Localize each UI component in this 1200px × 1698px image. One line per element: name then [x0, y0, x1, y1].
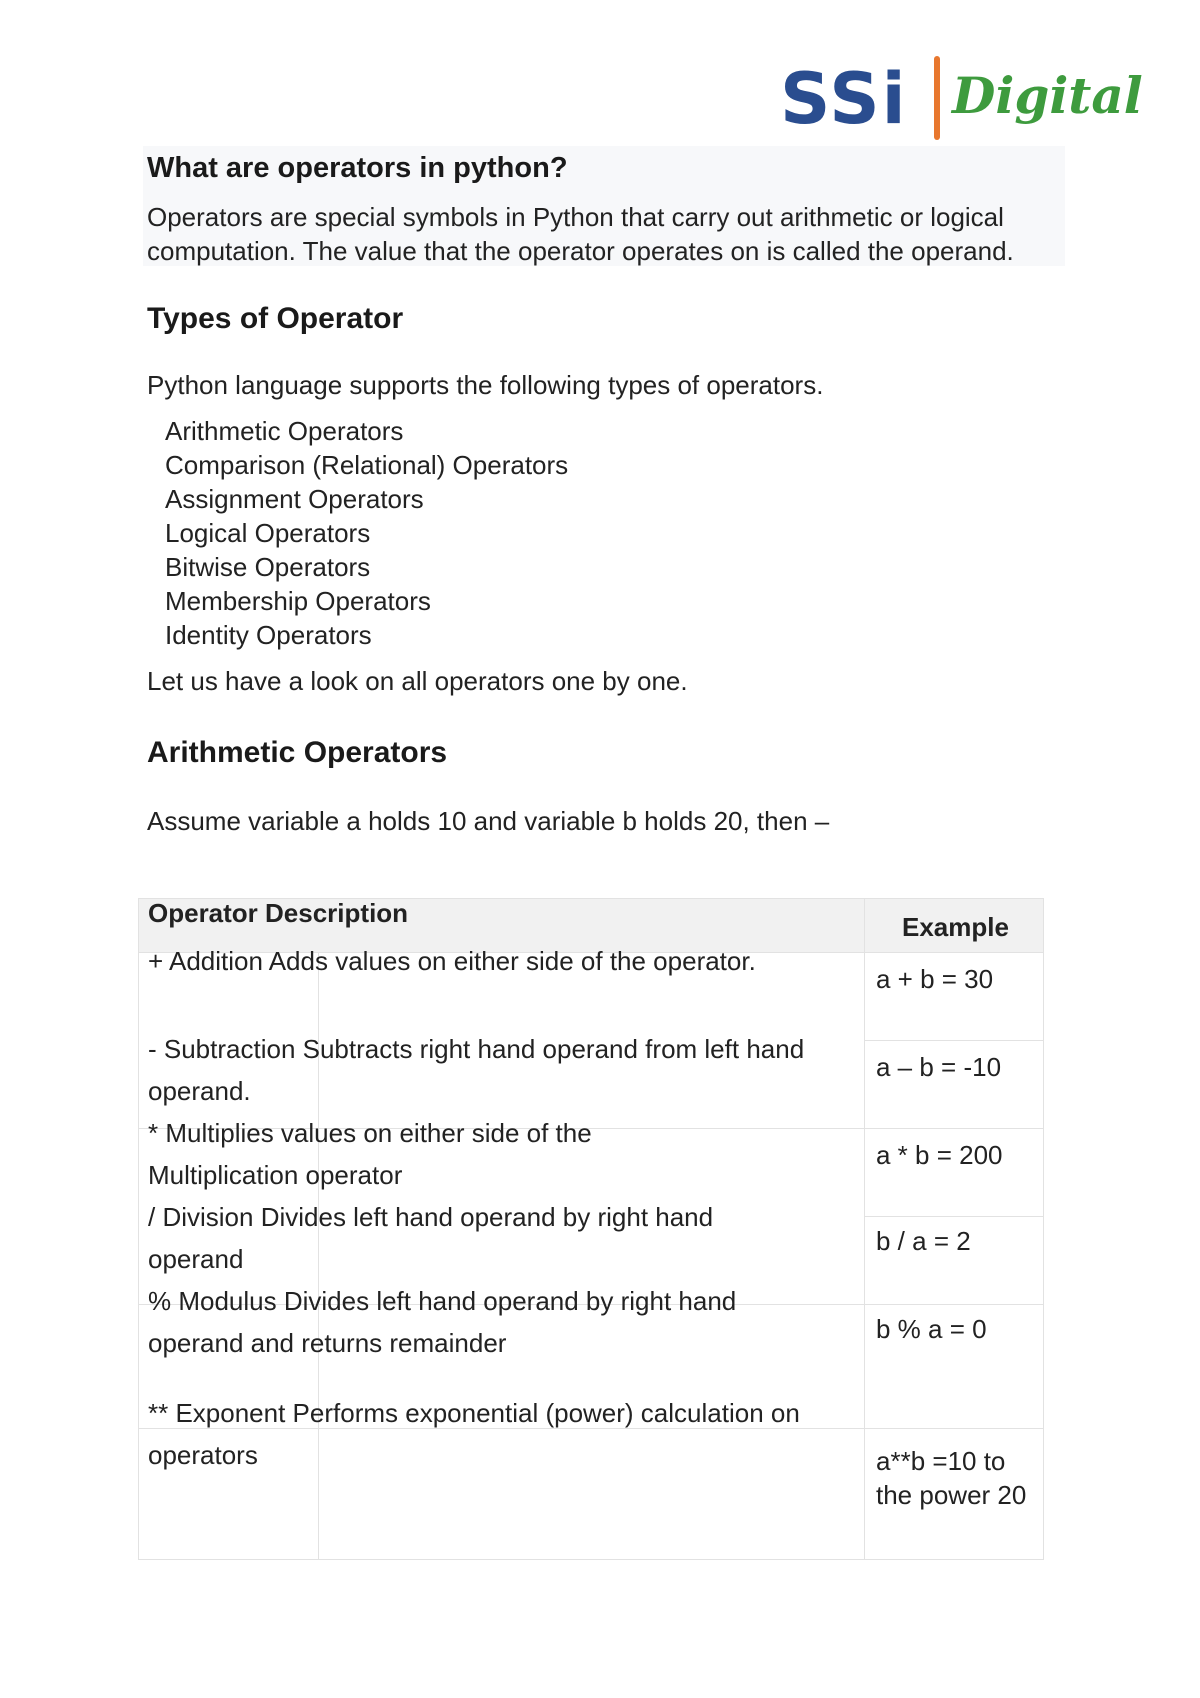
list-item: Logical Operators: [165, 518, 371, 548]
types-closing: Let us have a look on all operators one by one.: [147, 666, 688, 696]
arithmetic-heading: Arithmetic Operators: [147, 736, 448, 769]
table-row-addition-description: + Addition Adds values on either side of the operator.: [148, 946, 756, 976]
list-item: Assignment Operators: [165, 484, 424, 514]
logo-script: Digital: [952, 66, 1143, 125]
ssi-digital-logo: [780, 52, 1143, 142]
table-row-division-description: / Division Divides left hand operand by right hand operand: [148, 1202, 714, 1274]
table-row-subtraction-description: - Subtraction Subtracts right hand operand from left hand operand.: [148, 1034, 805, 1106]
table-row-division-example: b / a = 2: [876, 1226, 971, 1256]
operator-types-list: [165, 414, 568, 652]
header-example: Example: [902, 912, 1009, 942]
table-row-addition-example: a + b = 30: [876, 964, 994, 994]
table-row-modulus-example: b % a = 0: [876, 1314, 987, 1344]
logo-divider: [934, 56, 940, 140]
arithmetic-assumption: Assume variable a holds 10 and variable b holds 20, then –: [147, 806, 830, 836]
logo-mark: SSi: [780, 58, 908, 140]
table-row-modulus-description: % Modulus Divides left hand operand by right hand operand and returns remainder: [148, 1286, 737, 1358]
arithmetic-operators-table: [138, 898, 1044, 1560]
types-lead: Python language supports the following types of operators.: [147, 370, 824, 400]
header-operator-description: Operator Description: [148, 898, 409, 928]
list-item: Bitwise Operators: [165, 552, 371, 582]
table-row-multiplication-example: a * b = 200: [876, 1140, 1003, 1170]
table-row-multiplication-description: * Multiplies values on either side of the Multiplication operator: [148, 1118, 592, 1190]
list-item: Comparison (Relational) Operators: [165, 450, 569, 480]
list-item: Membership Operators: [165, 586, 431, 616]
table-row-exponent-description: ** Exponent Performs exponential (power) calculation on operators: [148, 1398, 800, 1470]
types-heading: Types of Operator: [147, 302, 404, 335]
list-item: Identity Operators: [165, 620, 372, 650]
table-row-subtraction-example: a – b = -10: [876, 1052, 1002, 1082]
list-item: Arithmetic Operators: [165, 416, 404, 446]
table-row-exponent-example: a**b =10 to the power 20: [876, 1446, 1027, 1510]
intro-title: What are operators in python?: [147, 152, 568, 184]
intro-text: Operators are special symbols in Python that carry out arithmetic or logical computation. The value that the operator operates on is called the operand.: [147, 202, 1014, 266]
